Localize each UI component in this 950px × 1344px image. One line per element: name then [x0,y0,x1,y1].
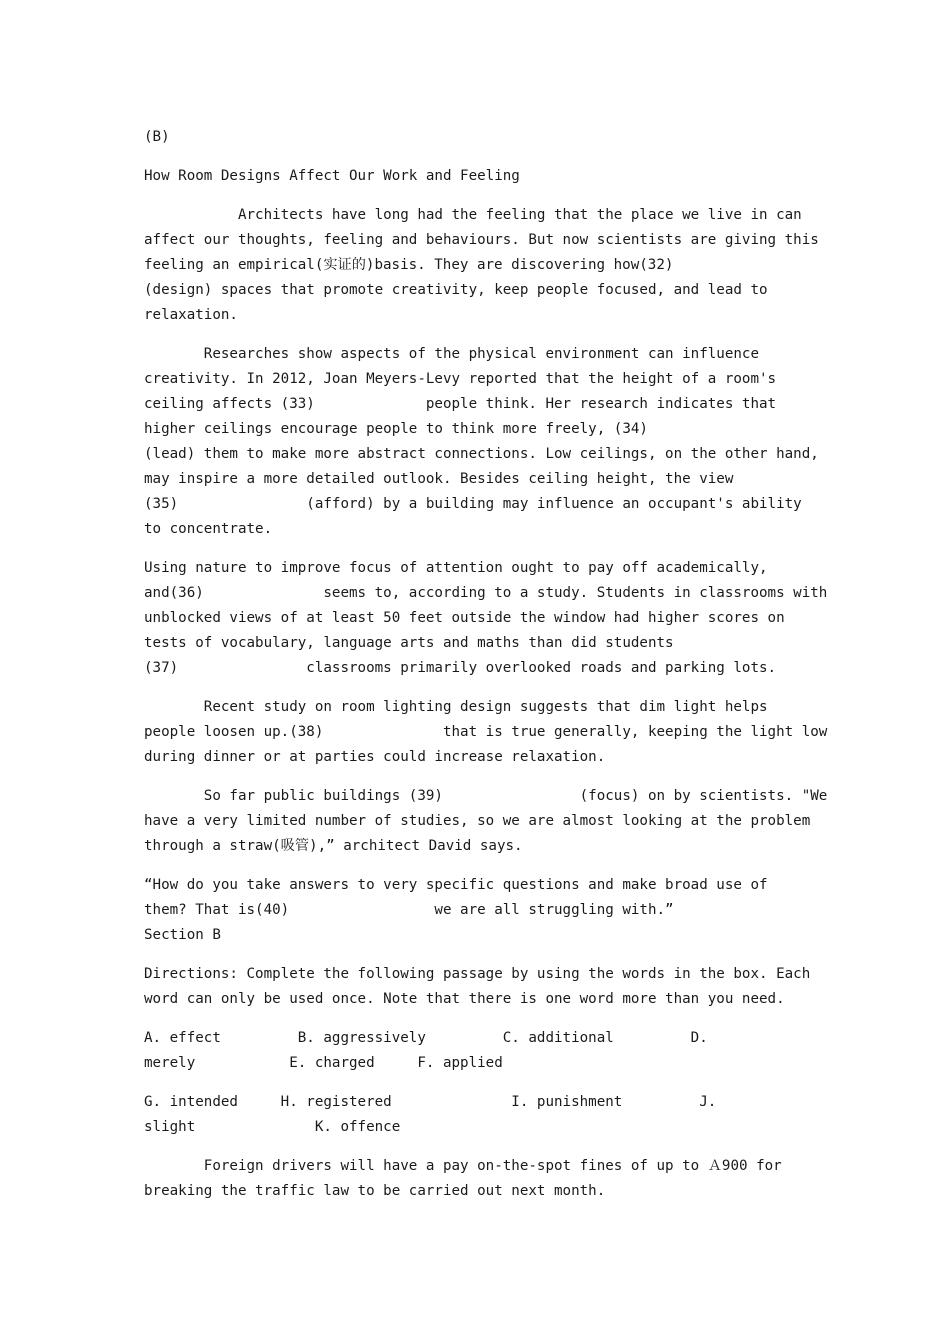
directions-line: Directions: Complete the following passage by using the words in the box. Each [144,966,811,982]
paragraph-3-line: Using nature to improve focus of attention ought to pay off academically, [144,560,768,576]
paragraph-5-line: through a straw(吸管),” architect David says. [144,838,523,854]
paragraph-3-line: tests of vocabulary, language arts and maths than did students [144,635,674,651]
directions-line: word can only be used once. Note that there is one word more than you need. [144,991,785,1007]
paragraph-4-line: during dinner or at parties could increase relaxation. [144,749,606,765]
paragraph-1-line: relaxation. [144,307,238,323]
paragraph-1-line: feeling an empirical(实证的)basis. They are discovering how(32) [144,257,674,273]
paragraph-7-line: breaking the traffic law to be carried out next month. [144,1183,606,1199]
paragraph-1-line: (design) spaces that promote creativity, keep people focused, and lead to [144,282,768,298]
paragraph-6-line: “How do you take answers to very specific questions and make broad use of [144,877,768,893]
paragraph-1-line: Architects have long had the feeling that the place we live in can [144,207,802,223]
paragraph-5-line: So far public buildings (39) (focus) on by scientists. "We [144,788,828,804]
paragraph-2-line: may inspire a more detailed outlook. Besides ceiling height, the view [144,471,734,487]
paragraph-2-line: to concentrate. [144,521,273,537]
paragraph-3-line: and(36) seems to, according to a study. Students in classrooms with [144,585,828,601]
word-options-line: G. intended H. registered I. punishment J. [144,1094,717,1110]
word-options-line: merely E. charged F. applied [144,1055,503,1071]
paragraph-6-line: them? That is(40) we are all struggling with.” [144,902,674,918]
paragraph-1-line: affect our thoughts, feeling and behaviours. But now scientists are giving this [144,232,819,248]
word-options-line: slight K. offence [144,1119,401,1135]
paragraph-7-line: Foreign drivers will have a pay on-the-spot fines of up to Ａ900 for [144,1158,782,1174]
paragraph-2-line: ceiling affects (33) people think. Her research indicates that [144,396,777,412]
section-b-heading: Section B [144,927,221,943]
paragraph-2-line: higher ceilings encourage people to think more freely, (34) [144,421,648,437]
word-options-line: A. effect B. aggressively C. additional D. [144,1030,708,1046]
paragraph-3-line: (37) classrooms primarily overlooked roads and parking lots. [144,660,777,676]
paragraph-2-line: (lead) them to make more abstract connections. Low ceilings, on the other hand, [144,446,819,462]
paragraph-2-line: creativity. In 2012, Joan Meyers-Levy reported that the height of a room's [144,371,777,387]
section-label: (B) [144,129,170,145]
paragraph-4-line: people loosen up.(38) that is true generally, keeping the light low [144,724,828,740]
passage-title: How Room Designs Affect Our Work and Feeling [144,168,520,184]
paragraph-2-line: Researches show aspects of the physical environment can influence [144,346,759,362]
paragraph-4-line: Recent study on room lighting design suggests that dim light helps [144,699,768,715]
paragraph-3-line: unblocked views of at least 50 feet outside the window had higher scores on [144,610,785,626]
paragraph-5-line: have a very limited number of studies, so we are almost looking at the problem [144,813,811,829]
paragraph-2-line: (35) (afford) by a building may influence an occupant's ability [144,496,802,512]
